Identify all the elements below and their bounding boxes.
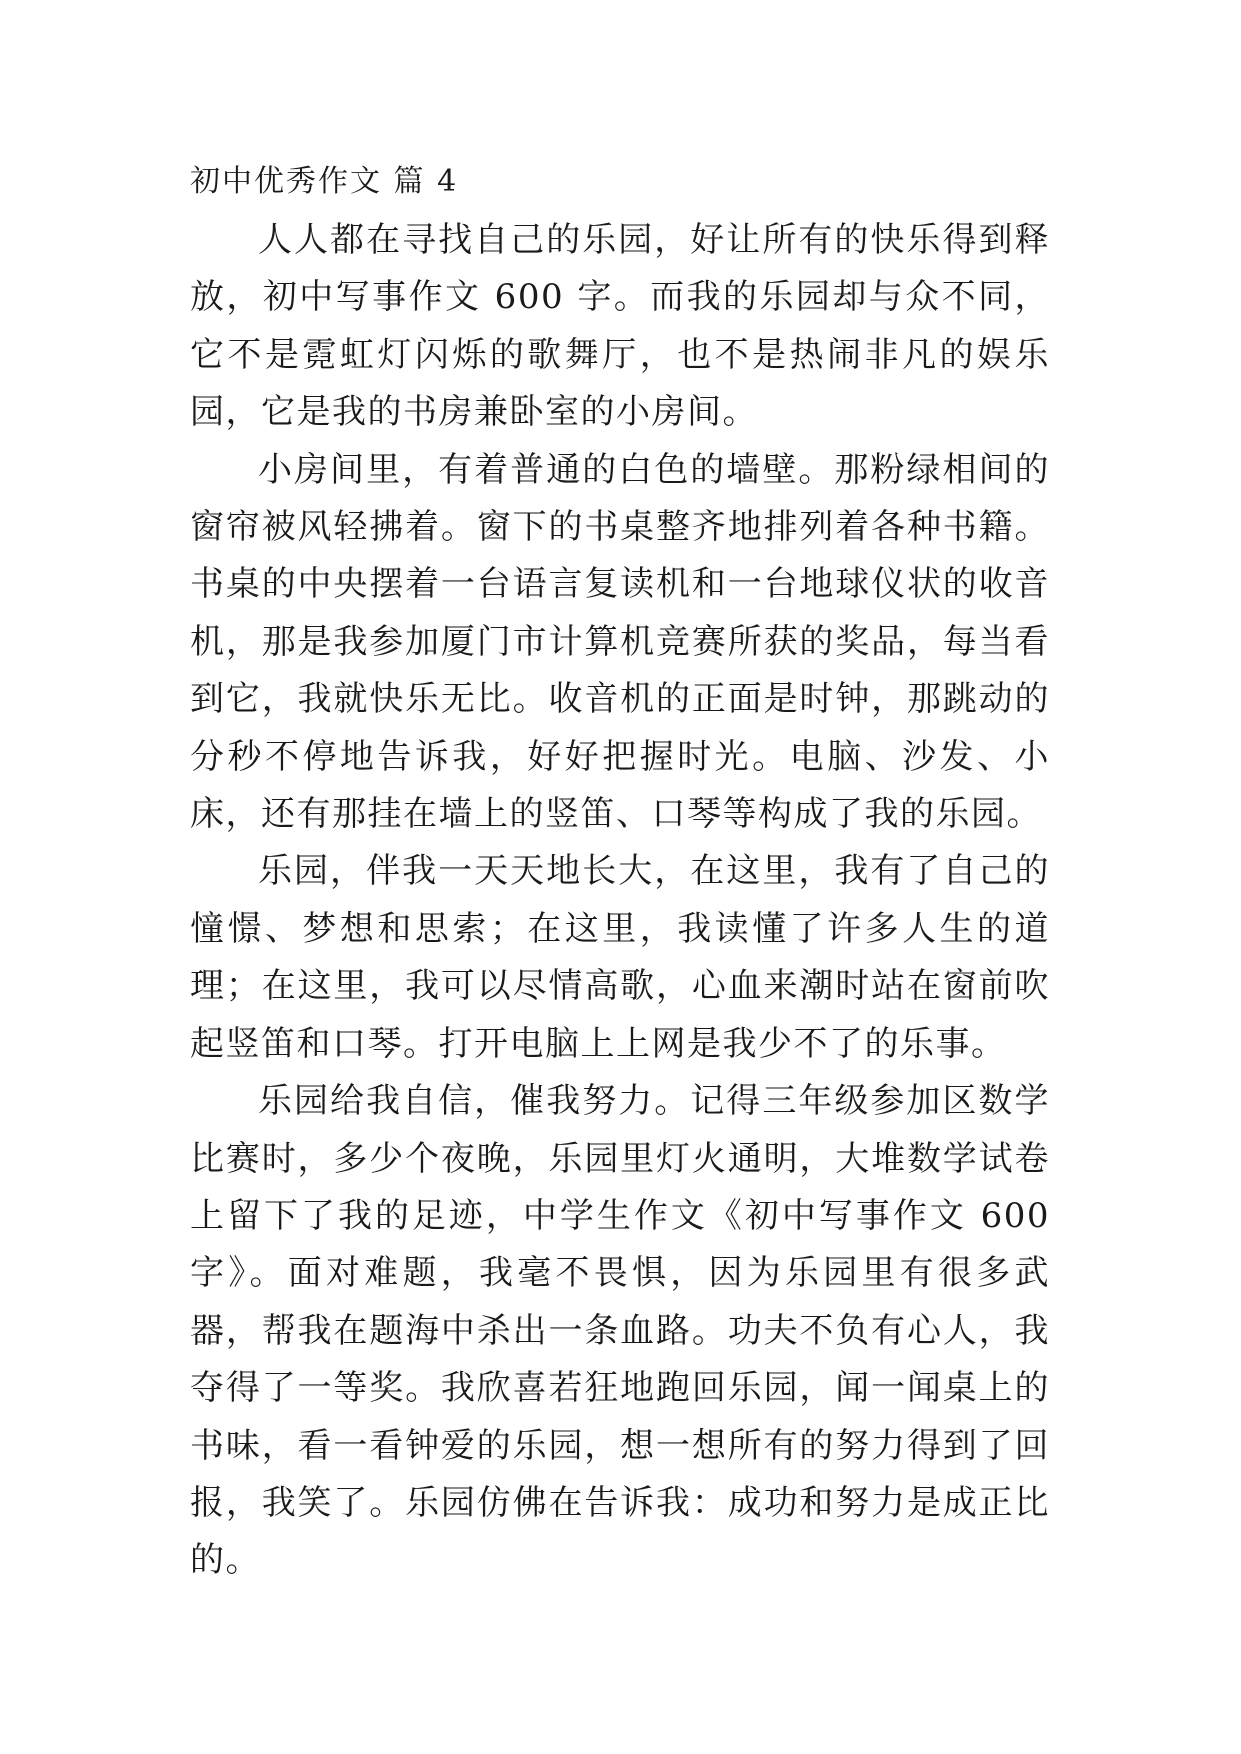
document-title: 初中优秀作文 篇 4 (190, 164, 459, 199)
paragraph: 乐园给我自信，催我努力。记得三年级参加区数学比赛时，多少个夜晚，乐园里灯火通明，大堆数学试卷上留下了我的足迹，中学生作文《初中写事作文 600 字》。面对难题，我毫不畏惧，因为乐园里有很多武器，帮我在题海中杀出一条血路。功夫不负有心人，我夺得了一等奖。我欣喜若狂地跑回乐园，闻一闻桌上的书味，看一看钟爱的乐园，想一想所有的努力得到了回报，我笑了。乐园仿佛在告诉我：成功和努力是成正比的。 (190, 1081, 1050, 1581)
paragraph: 人人都在寻找自己的乐园，好让所有的快乐得到释放，初中写事作文 600 字。而我的乐园却与众不同，它不是霓虹灯闪烁的歌舞厅，也不是热闹非凡的娱乐园，它是我的书房兼卧室的小房间。 (190, 220, 1050, 433)
paragraph: 小房间里，有着普通的白色的墙壁。那粉绿相间的窗帘被风轻拂着。窗下的书桌整齐地排列着各种书籍。书桌的中央摆着一台语言复读机和一台地球仪状的收音机，那是我参加厦门市计算机竞赛所获的奖品，每当看到它，我就快乐无比。收音机的正面是时钟，那跳动的分秒不停地告诉我，好好把握时光。电脑、沙发、小床，还有那挂在墙上的竖笛、口琴等构成了我的乐园。 (190, 449, 1050, 835)
document-body (190, 212, 1050, 1590)
paragraph: 乐园，伴我一天天地长大，在这里，我有了自己的憧憬、梦想和思索；在这里，我读懂了许多人生的道理；在这里，我可以尽情高歌，心血来潮时站在窗前吹起竖笛和口琴。打开电脑上上网是我少不了的乐事。 (190, 851, 1050, 1064)
